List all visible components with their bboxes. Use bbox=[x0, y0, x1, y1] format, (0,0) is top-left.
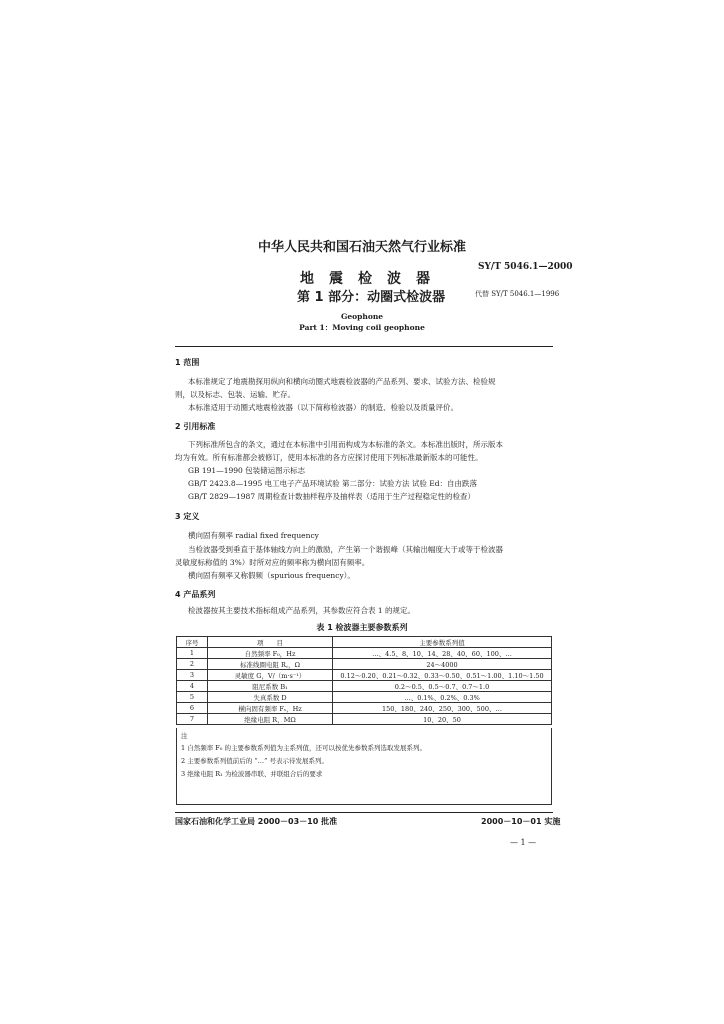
table-row bbox=[177, 681, 552, 692]
table-note: 2 主要参数系列值前后的 “…” 号表示待发展系列。 bbox=[181, 757, 328, 765]
approval-date: 国家石油和化学工业局 2000－03－10 批准 bbox=[175, 817, 338, 826]
implementation-date: 2000－10－01 实施 bbox=[481, 817, 561, 826]
table-note: 1 自然频率 F₀ 的主要参数系列值为主系列值，还可以按优先参数系列选取发展系列。 bbox=[181, 744, 426, 752]
table-header-cell: 项 目 bbox=[208, 637, 333, 648]
section-text: 灵敏度标称值的 3%）时所对应的频率称为横向固有频率。 bbox=[175, 558, 370, 567]
parameter-table bbox=[176, 636, 552, 725]
section-heading-references: 2 引用标准 bbox=[175, 422, 216, 431]
section-text: 下列标准所包含的条文，通过在本标准中引用而构成为本标准的条文。本标准出版时，所示版本 bbox=[188, 440, 503, 449]
section-text: 本标准规定了地震勘探用纵向和横向动圈式地震检波器的产品系列、要求、试验方法、检验规 bbox=[188, 377, 496, 386]
table-cell: 24～4000 bbox=[333, 659, 552, 670]
issuer-header: 中华人民共和国石油天然气行业标准 bbox=[257, 240, 466, 255]
section-text: 横向固有频率又称假频（spurious frequency）。 bbox=[188, 571, 355, 580]
table-cell: 4 bbox=[177, 681, 208, 692]
footer-divider bbox=[175, 812, 553, 813]
table-cell: …、4.5、8、10、14、28、40、60、100、… bbox=[333, 648, 552, 659]
table-note: 3 绝缘电阻 R₁ 为检波器串联、并联组合后的要求 bbox=[181, 770, 323, 778]
table-cell: 150、180、240、250、300、500、… bbox=[333, 703, 552, 714]
table-row bbox=[177, 670, 552, 681]
document-title: 地震检波器 bbox=[300, 271, 445, 287]
part-title: 第 1 部分：动圈式检波器 bbox=[297, 290, 446, 305]
table-header-cell: 序号 bbox=[177, 637, 208, 648]
section-text: 当检波器受到垂直于基体轴线方向上的激励，产生第一个谐振峰（其输出幅度大于或等于检波器 bbox=[188, 545, 503, 554]
table-caption: 表 1 检波器主要参数系列 bbox=[316, 623, 408, 632]
page-number: — 1 — bbox=[510, 838, 537, 847]
table-row bbox=[177, 648, 552, 659]
table-cell: 灵敏度 G，V/（m·s⁻¹） bbox=[208, 670, 333, 681]
table-notes bbox=[176, 728, 552, 805]
table-cell: 3 bbox=[177, 670, 208, 681]
table-cell: 1 bbox=[177, 648, 208, 659]
english-title: Geophone bbox=[340, 312, 384, 321]
section-text: 本标准适用于动圈式地震检波器（以下简称检波器）的制造、检验以及质量评价。 bbox=[188, 403, 458, 412]
table-header-row bbox=[177, 637, 552, 648]
table-cell: 6 bbox=[177, 703, 208, 714]
header-divider bbox=[175, 346, 553, 347]
table-row bbox=[177, 692, 552, 703]
table-cell: 5 bbox=[177, 692, 208, 703]
section-heading-product-series: 4 产品系列 bbox=[175, 590, 216, 599]
table-cell: 阻尼系数 B₁ bbox=[208, 681, 333, 692]
table-cell: 失真系数 D bbox=[208, 692, 333, 703]
reference-item: GB/T 2829—1987 周期检查计数抽样程序及抽样表（适用于生产过程稳定性的检查） bbox=[188, 492, 475, 501]
table-cell: …、0.1%、0.2%、0.3% bbox=[333, 692, 552, 703]
section-text: 均为有效。所有标准都会被修订，使用本标准的各方应探讨使用下列标准最新版本的可能性。 bbox=[175, 453, 483, 462]
section-heading-definitions: 3 定义 bbox=[175, 512, 200, 521]
table-header-cell: 主要参数系列值 bbox=[333, 637, 552, 648]
standard-number: SY/T 5046.1—2000 bbox=[478, 262, 573, 272]
table-cell: 绝缘电阻 R，MΩ bbox=[208, 714, 333, 725]
replaces-note: 代替 SY/T 5046.1—1996 bbox=[475, 290, 560, 298]
section-text: 横向固有频率 radial fixed frequency bbox=[188, 531, 319, 540]
english-part-title: Part 1：Moving coil geophone bbox=[299, 323, 425, 332]
table-cell: 7 bbox=[177, 714, 208, 725]
section-heading-scope: 1 范围 bbox=[175, 358, 200, 367]
table-cell: 0.12～0.20、0.21～0.32、0.33～0.50、0.51～1.00、1.10～1.50 bbox=[333, 670, 552, 681]
table-cell: 自然频率 F₀，Hz bbox=[208, 648, 333, 659]
reference-item: GB 191—1990 包装储运图示标志 bbox=[188, 466, 306, 475]
section-text: 则，以及标志、包装、运输、贮存。 bbox=[175, 390, 295, 399]
table-cell: 10、20、50 bbox=[333, 714, 552, 725]
table-row bbox=[177, 714, 552, 725]
table-cell: 0.2～0.5、0.5～0.7、0.7～1.0 bbox=[333, 681, 552, 692]
reference-item: GB/T 2423.8—1995 电工电子产品环境试验 第二部分：试验方法 试验 Ed：自由跌落 bbox=[188, 479, 478, 488]
table-cell: 标准线圈电阻 R꜀，Ω bbox=[208, 659, 333, 670]
section-text: 检波器按其主要技术指标组成产品系列，其参数应符合表 1 的规定。 bbox=[188, 606, 416, 615]
table-cell: 2 bbox=[177, 659, 208, 670]
notes-title: 注 bbox=[181, 732, 188, 740]
table-row bbox=[177, 659, 552, 670]
table-cell: 横向固有频率 Fₛ，Hz bbox=[208, 703, 333, 714]
table-row bbox=[177, 703, 552, 714]
